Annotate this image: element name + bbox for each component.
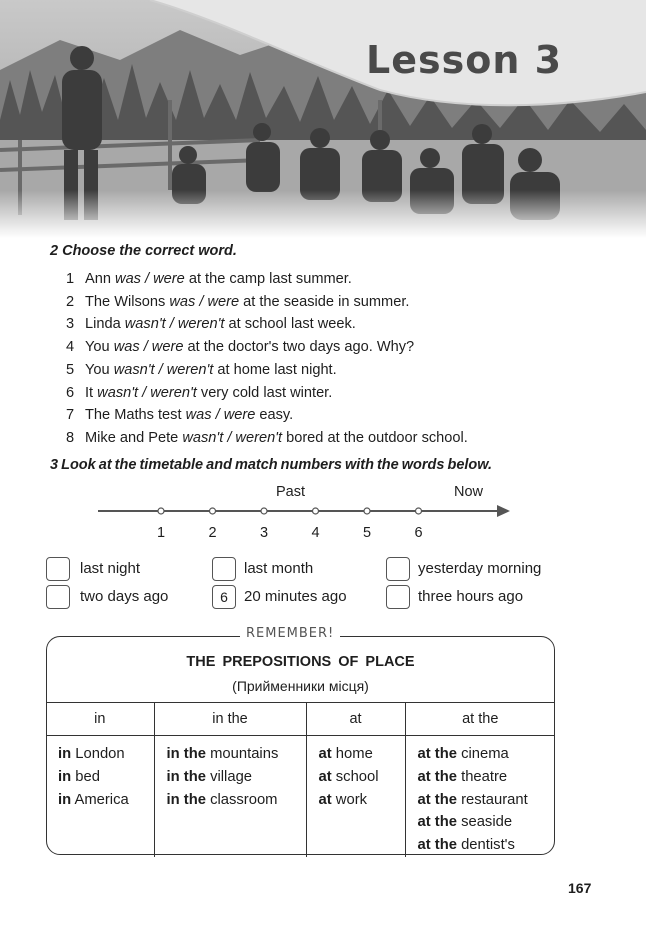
- word-choice[interactable]: wasn't / weren't: [113, 361, 214, 378]
- table-row: at the seaside: [417, 814, 513, 831]
- match-label: last night: [80, 560, 141, 577]
- column-cell: [405, 736, 555, 857]
- exercise-2-list: [66, 268, 468, 450]
- table-row: at the dentist's: [417, 837, 515, 854]
- table-row: in bed: [58, 768, 100, 785]
- timeline-point-label: 6: [414, 525, 423, 541]
- word-choice[interactable]: wasn't / weren't: [97, 384, 197, 401]
- timeline-point-label: 4: [311, 525, 320, 541]
- lesson-title: Lesson 3: [366, 38, 563, 82]
- match-label: last month: [244, 560, 314, 577]
- column-header: at: [306, 703, 405, 736]
- header-photo: [0, 0, 646, 238]
- exercise-2-item: 5 You wasn't / weren't at home last night.: [66, 361, 337, 378]
- match-box[interactable]: [386, 557, 410, 581]
- timeline-arrowhead: [497, 505, 510, 517]
- table-row: in the classroom: [166, 791, 278, 808]
- word-choice[interactable]: was / were: [115, 271, 185, 287]
- column-header: at the: [405, 703, 555, 736]
- timeline-point-label: 5: [362, 525, 372, 541]
- match-label: three hours ago: [418, 588, 524, 605]
- table-row: in the mountains: [166, 746, 279, 762]
- timeline-point-label: 3: [259, 525, 269, 541]
- table-row: at school: [318, 768, 379, 785]
- table-row: at the theatre: [417, 768, 508, 785]
- timeline-point-label: 2: [208, 525, 217, 541]
- table-row: in London: [58, 746, 125, 762]
- match-label: yesterday morning: [418, 560, 542, 577]
- timeline-point: [261, 508, 267, 514]
- match-box[interactable]: [46, 557, 70, 581]
- remember-label: REMEMBER!: [240, 626, 340, 641]
- exercise-2-item: 8 Mike and Pete wasn't / weren't bored at the outdoor school.: [66, 429, 468, 446]
- timeline-point: [158, 508, 164, 514]
- column-cell: [306, 736, 405, 857]
- table-row: at home: [318, 746, 373, 762]
- prepositions-subtitle: (Прийменники місця): [232, 678, 369, 694]
- timeline-past-label: Past: [276, 484, 306, 500]
- column-cell: [154, 736, 306, 857]
- prepositions-title: THE PREPOSITIONS OF PLACE: [186, 654, 415, 670]
- timeline-now-label: Now: [454, 484, 484, 500]
- word-choice[interactable]: was / were: [113, 339, 184, 356]
- timeline-point: [210, 508, 216, 514]
- exercise-2-heading: 2 Choose the correct word.: [50, 243, 237, 259]
- table-row: in the village: [166, 768, 253, 785]
- exercise-2-item: 7 The Maths test was / were easy.: [66, 407, 294, 424]
- match-box[interactable]: [212, 557, 236, 581]
- timeline-point: [364, 508, 370, 514]
- table-row: at the cinema: [417, 746, 509, 762]
- timeline-point-label: 1: [156, 525, 166, 541]
- match-box[interactable]: [386, 585, 410, 609]
- exercise-2-item: 6 It wasn't / weren't very cold last winter.: [66, 384, 333, 401]
- word-choice[interactable]: wasn't / weren't: [182, 429, 283, 446]
- column-cell: [46, 736, 154, 857]
- match-box[interactable]: [46, 585, 70, 609]
- exercise-2-item: 3 Linda wasn't / weren't at school last week.: [66, 316, 356, 333]
- exercise-2-item: 4 You was / were at the doctor's two days ago. Why?: [66, 339, 415, 356]
- exercise-3-heading: 3 Look at the timetable and match numbers with the words below.: [50, 457, 493, 473]
- prepositions-table: [46, 702, 555, 857]
- timeline-point: [313, 508, 319, 514]
- exercise-2-item: 2 The Wilsons was / were at the seaside in summer.: [66, 293, 410, 310]
- page-number: 167: [568, 880, 592, 896]
- match-box[interactable]: 6: [212, 585, 236, 609]
- match-label: two days ago: [80, 588, 169, 605]
- timeline-point: [416, 508, 422, 514]
- match-label: 20 minutes ago: [244, 588, 347, 605]
- timeline: [92, 480, 522, 542]
- word-choice[interactable]: was / were: [169, 293, 240, 310]
- exercise-2-item: 1 Ann was / were at the camp last summer.: [66, 271, 352, 287]
- word-choice[interactable]: was / were: [185, 407, 256, 424]
- table-row: in America: [58, 791, 129, 808]
- table-row: at work: [318, 791, 368, 808]
- word-choice[interactable]: wasn't / weren't: [124, 316, 225, 333]
- column-header: in the: [154, 703, 306, 736]
- table-row: at the restaurant: [417, 791, 528, 808]
- column-header: in: [46, 703, 154, 736]
